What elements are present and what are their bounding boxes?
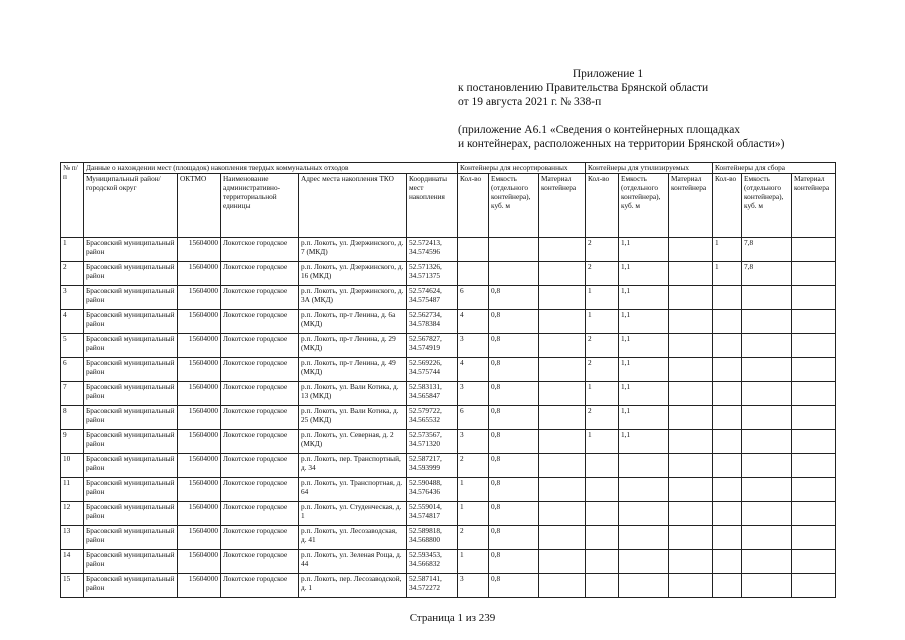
recyclable-count-cell (586, 550, 619, 574)
unsorted-volume-cell: 0,8 (489, 574, 539, 598)
unsorted-material-header: Материал контейнера (539, 174, 586, 238)
unsorted-volume-cell: 0,8 (489, 478, 539, 502)
recyclable-material-header: Материал контейнера (669, 174, 713, 238)
recyclable-material-cell (669, 406, 713, 430)
unsorted-volume-cell: 0,8 (489, 454, 539, 478)
district-cell: Брасовский муниципальный район (84, 286, 178, 310)
address-cell: р.п. Локоть, ул. Вали Котика, д. 13 (МКД) (299, 382, 407, 406)
resolution-date: от 19 августа 2021 г. № 338-п (458, 96, 602, 108)
recyclable-count-cell (586, 526, 619, 550)
recyclable-volume-cell (619, 454, 669, 478)
address-cell: р.п. Локоть, пр-т Ленина, д. 29 (МКД) (299, 334, 407, 358)
district-cell: Брасовский муниципальный район (84, 454, 178, 478)
collection-volume-cell (742, 550, 792, 574)
address-cell: р.п. Локоть, ул. Транспортная, д. 64 (299, 478, 407, 502)
oktmo-cell: 15604000 (178, 406, 221, 430)
recyclable-count-cell: 1 (586, 382, 619, 406)
coords-cell: 52.562734, 34.578384 (407, 310, 458, 334)
unsorted-count-cell: 1 (458, 550, 489, 574)
collection-material-header: Материал контейнера (792, 174, 836, 238)
collection-count-header: Кол-во (713, 174, 742, 238)
oktmo-cell: 15604000 (178, 454, 221, 478)
coords-cell: 52.574624, 34.575487 (407, 286, 458, 310)
recyclable-count-cell: 1 (586, 310, 619, 334)
collection-volume-cell (742, 526, 792, 550)
collection-volume-cell (742, 310, 792, 334)
oktmo-cell: 15604000 (178, 358, 221, 382)
coords-cell: 52.583131, 34.565847 (407, 382, 458, 406)
unit-cell: Локотское городское (221, 502, 299, 526)
collection-volume-cell (742, 334, 792, 358)
row-number: 9 (61, 430, 84, 454)
coords-cell: 52.572413, 34.574596 (407, 238, 458, 262)
oktmo-header: ОКТМО (178, 174, 221, 238)
collection-volume-cell (742, 454, 792, 478)
collection-material-cell (792, 406, 836, 430)
collection-count-cell (713, 382, 742, 406)
recyclable-material-cell (669, 478, 713, 502)
recyclable-volume-cell: 1,1 (619, 310, 669, 334)
row-number: 6 (61, 358, 84, 382)
coords-cell: 52.589818, 34.568800 (407, 526, 458, 550)
collection-material-cell (792, 574, 836, 598)
table-row (61, 358, 836, 382)
row-number: 8 (61, 406, 84, 430)
recyclable-volume-cell: 1,1 (619, 382, 669, 406)
unsorted-material-cell (539, 574, 586, 598)
appendix-title: Приложение 1 (572, 68, 644, 80)
row-number: 10 (61, 454, 84, 478)
coords-cell: 52.573567, 34.571320 (407, 430, 458, 454)
collection-material-cell (792, 262, 836, 286)
unsorted-volume-cell (489, 262, 539, 286)
table-row (61, 310, 836, 334)
coords-cell: 52.593453, 34.566832 (407, 550, 458, 574)
oktmo-cell: 15604000 (178, 502, 221, 526)
recyclable-volume-cell: 1,1 (619, 334, 669, 358)
table-row (61, 406, 836, 430)
coords-header: Координаты мест накопления (407, 174, 458, 238)
unsorted-material-cell (539, 550, 586, 574)
unsorted-count-cell: 6 (458, 406, 489, 430)
unsorted-count-cell (458, 262, 489, 286)
row-number: 13 (61, 526, 84, 550)
table-row (61, 334, 836, 358)
collection-count-cell (713, 310, 742, 334)
unit-cell: Локотское городское (221, 406, 299, 430)
address-cell: р.п. Локоть, ул. Вали Котика, д. 25 (МКД) (299, 406, 407, 430)
address-cell: р.п. Локоть, пр-т Ленина, д. 49 (МКД) (299, 358, 407, 382)
unit-cell: Локотское городское (221, 454, 299, 478)
unit-cell: Локотское городское (221, 382, 299, 406)
district-cell: Брасовский муниципальный район (84, 382, 178, 406)
unsorted-material-cell (539, 358, 586, 382)
collection-count-cell (713, 550, 742, 574)
group-header-row (61, 163, 836, 174)
recyclable-volume-cell: 1,1 (619, 238, 669, 262)
unsorted-volume-cell: 0,8 (489, 286, 539, 310)
address-cell: р.п. Локоть, пер. Транспортный, д. 34 (299, 454, 407, 478)
row-number: 11 (61, 478, 84, 502)
coords-cell: 52.569226, 34.575744 (407, 358, 458, 382)
table-body (61, 238, 836, 598)
recyclable-volume-cell (619, 550, 669, 574)
table-row (61, 262, 836, 286)
unsorted-count-cell: 1 (458, 502, 489, 526)
unsorted-material-cell (539, 238, 586, 262)
coords-cell: 52.571326, 34.571375 (407, 262, 458, 286)
address-cell: р.п. Локоть, ул. Дзержинского, д. 16 (МКД) (299, 262, 407, 286)
unsorted-count-cell: 3 (458, 334, 489, 358)
row-number: 4 (61, 310, 84, 334)
recyclable-material-cell (669, 310, 713, 334)
unsorted-count-cell: 3 (458, 430, 489, 454)
district-cell: Брасовский муниципальный район (84, 406, 178, 430)
recyclable-volume-cell: 1,1 (619, 406, 669, 430)
recyclable-count-cell (586, 574, 619, 598)
collection-count-cell (713, 286, 742, 310)
collection-material-cell (792, 430, 836, 454)
collection-count-cell (713, 526, 742, 550)
collection-material-cell (792, 502, 836, 526)
table-row (61, 454, 836, 478)
collection-count-cell (713, 358, 742, 382)
table-row (61, 478, 836, 502)
oktmo-cell: 15604000 (178, 382, 221, 406)
district-cell: Брасовский муниципальный район (84, 238, 178, 262)
recyclable-material-cell (669, 454, 713, 478)
address-header: Адрес места накопления ТКО (299, 174, 407, 238)
address-cell: р.п. Локоть, ул. Лесозаводская, д. 41 (299, 526, 407, 550)
table-row (61, 238, 836, 262)
unsorted-volume-header: Емкость (отдельного контейнера), куб. м (489, 174, 539, 238)
unsorted-material-cell (539, 382, 586, 406)
unit-cell: Локотское городское (221, 286, 299, 310)
unsorted-count-cell: 2 (458, 454, 489, 478)
address-cell: р.п. Локоть, пер. Лесозаводской, д. 1 (299, 574, 407, 598)
table-row (61, 574, 836, 598)
recyclable-count-cell: 2 (586, 238, 619, 262)
collection-count-cell (713, 430, 742, 454)
coords-cell: 52.587217, 34.593999 (407, 454, 458, 478)
collection-count-cell (713, 478, 742, 502)
collection-count-cell (713, 502, 742, 526)
oktmo-cell: 15604000 (178, 574, 221, 598)
page-counter: Страница 1 из 239 (409, 612, 496, 624)
unsorted-volume-cell: 0,8 (489, 430, 539, 454)
collection-volume-cell (742, 478, 792, 502)
recyclable-volume-cell (619, 526, 669, 550)
collection-material-cell (792, 334, 836, 358)
unsorted-material-cell (539, 334, 586, 358)
unsorted-volume-cell: 0,8 (489, 310, 539, 334)
table-row (61, 430, 836, 454)
unit-cell: Локотское городское (221, 310, 299, 334)
recyclable-volume-cell: 1,1 (619, 286, 669, 310)
unit-cell: Локотское городское (221, 526, 299, 550)
recyclable-volume-cell: 1,1 (619, 430, 669, 454)
district-cell: Брасовский муниципальный район (84, 310, 178, 334)
recyclable-material-cell (669, 502, 713, 526)
collection-count-cell (713, 406, 742, 430)
unsorted-count-cell: 3 (458, 574, 489, 598)
coords-cell: 52.579722, 34.565532 (407, 406, 458, 430)
recyclable-count-cell: 2 (586, 406, 619, 430)
unsorted-volume-cell: 0,8 (489, 406, 539, 430)
sub-appendix-title-cont: и контейнерах, расположенных на территории Брянской области») (458, 138, 785, 150)
unit-cell: Локотское городское (221, 238, 299, 262)
collection-count-cell: 1 (713, 238, 742, 262)
address-cell: р.п. Локоть, пр-т Ленина, д. 6а (МКД) (299, 310, 407, 334)
collection-material-cell (792, 526, 836, 550)
district-cell: Брасовский муниципальный район (84, 526, 178, 550)
unsorted-count-cell: 3 (458, 382, 489, 406)
row-number: 12 (61, 502, 84, 526)
unsorted-volume-cell: 0,8 (489, 502, 539, 526)
row-number: 15 (61, 574, 84, 598)
district-cell: Брасовский муниципальный район (84, 502, 178, 526)
oktmo-cell: 15604000 (178, 478, 221, 502)
coords-cell: 52.587141, 34.572272 (407, 574, 458, 598)
coords-cell: 52.590488, 34.576436 (407, 478, 458, 502)
unit-cell: Локотское городское (221, 430, 299, 454)
recyclable-volume-cell (619, 478, 669, 502)
table-row (61, 526, 836, 550)
recyclable-count-cell (586, 502, 619, 526)
row-number: 7 (61, 382, 84, 406)
recyclable-volume-cell (619, 574, 669, 598)
oktmo-cell: 15604000 (178, 238, 221, 262)
unsorted-count-cell: 4 (458, 310, 489, 334)
unsorted-material-cell (539, 262, 586, 286)
unsorted-volume-cell: 0,8 (489, 358, 539, 382)
oktmo-cell: 15604000 (178, 334, 221, 358)
recyclable-material-cell (669, 550, 713, 574)
recyclable-count-cell: 2 (586, 358, 619, 382)
resolution-reference: к постановлению Правительства Брянской области (458, 82, 709, 94)
unsorted-volume-cell: 0,8 (489, 334, 539, 358)
recyclable-count-header: Кол-во (586, 174, 619, 238)
recyclable-material-cell (669, 574, 713, 598)
collection-material-cell (792, 310, 836, 334)
collection-count-cell (713, 574, 742, 598)
unit-cell: Локотское городское (221, 262, 299, 286)
unsorted-material-cell (539, 478, 586, 502)
recyclable-volume-cell: 1,1 (619, 262, 669, 286)
unsorted-count-cell: 4 (458, 358, 489, 382)
table-row (61, 502, 836, 526)
recyclable-material-cell (669, 358, 713, 382)
row-number: 14 (61, 550, 84, 574)
oktmo-cell: 15604000 (178, 430, 221, 454)
oktmo-cell: 15604000 (178, 310, 221, 334)
collection-material-cell (792, 382, 836, 406)
address-cell: р.п. Локоть, ул. Студенческая, д. 1 (299, 502, 407, 526)
unsorted-material-cell (539, 310, 586, 334)
collection-count-cell: 1 (713, 262, 742, 286)
collection-material-cell (792, 238, 836, 262)
unsorted-volume-cell: 0,8 (489, 526, 539, 550)
column-header-row (61, 174, 836, 238)
oktmo-cell: 15604000 (178, 286, 221, 310)
collection-material-cell (792, 454, 836, 478)
unit-cell: Локотское городское (221, 550, 299, 574)
unit-cell: Локотское городское (221, 478, 299, 502)
recyclable-material-cell (669, 286, 713, 310)
collection-group-header: Контейнеры для сбора (713, 163, 836, 174)
unsorted-material-cell (539, 502, 586, 526)
table-row (61, 550, 836, 574)
collection-volume-cell (742, 286, 792, 310)
row-number: 2 (61, 262, 84, 286)
recyclable-material-cell (669, 238, 713, 262)
recyclable-count-cell: 2 (586, 334, 619, 358)
recyclable-volume-cell (619, 502, 669, 526)
district-cell: Брасовский муниципальный район (84, 550, 178, 574)
unsorted-count-cell (458, 238, 489, 262)
collection-count-cell (713, 334, 742, 358)
sub-appendix-title: (приложение А6.1 «Сведения о контейнерных площадках (458, 124, 741, 136)
unsorted-material-cell (539, 286, 586, 310)
collection-material-cell (792, 478, 836, 502)
collection-volume-header: Емкость (отдельного контейнера), куб. м (742, 174, 792, 238)
collection-volume-cell: 7,8 (742, 238, 792, 262)
places-group-header: Данные о нахождении мест (площадок) накопления твердых коммунальных отходов (84, 163, 458, 174)
recyclable-material-cell (669, 262, 713, 286)
collection-volume-cell: 7,8 (742, 262, 792, 286)
recyclable-material-cell (669, 430, 713, 454)
district-cell: Брасовский муниципальный район (84, 574, 178, 598)
unsorted-volume-cell (489, 238, 539, 262)
recyclable-group-header: Контейнеры для утилизируемых (586, 163, 713, 174)
unit-cell: Локотское городское (221, 358, 299, 382)
document-header (458, 67, 785, 151)
unsorted-material-cell (539, 454, 586, 478)
unit-cell: Локотское городское (221, 334, 299, 358)
address-cell: р.п. Локоть, ул. Дзержинского, д. 7 (МКД) (299, 238, 407, 262)
collection-material-cell (792, 286, 836, 310)
recyclable-count-cell: 1 (586, 430, 619, 454)
address-cell: р.п. Локоть, ул. Дзержинского, д. 3А (МКД) (299, 286, 407, 310)
coords-cell: 52.567827, 34.574919 (407, 334, 458, 358)
collection-count-cell (713, 454, 742, 478)
num-header: № п/п (61, 163, 84, 238)
collection-material-cell (792, 550, 836, 574)
collection-volume-cell (742, 502, 792, 526)
address-cell: р.п. Локоть, ул. Зеленая Роща, д. 44 (299, 550, 407, 574)
unsorted-count-cell: 6 (458, 286, 489, 310)
oktmo-cell: 15604000 (178, 262, 221, 286)
address-cell: р.п. Локоть, ул. Северная, д. 2 (МКД) (299, 430, 407, 454)
recyclable-count-cell (586, 454, 619, 478)
unsorted-material-cell (539, 406, 586, 430)
collection-volume-cell (742, 382, 792, 406)
row-number: 5 (61, 334, 84, 358)
district-cell: Брасовский муниципальный район (84, 478, 178, 502)
district-cell: Брасовский муниципальный район (84, 358, 178, 382)
table-row (61, 286, 836, 310)
unit-cell: Локотское городское (221, 574, 299, 598)
unsorted-count-cell: 2 (458, 526, 489, 550)
collection-volume-cell (742, 358, 792, 382)
recyclable-material-cell (669, 334, 713, 358)
oktmo-cell: 15604000 (178, 550, 221, 574)
row-number: 3 (61, 286, 84, 310)
coords-cell: 52.559014, 34.574817 (407, 502, 458, 526)
unsorted-count-header: Кол-во (458, 174, 489, 238)
recyclable-count-cell: 1 (586, 286, 619, 310)
container-sites-table (60, 162, 836, 598)
unsorted-volume-cell: 0,8 (489, 382, 539, 406)
recyclable-count-cell: 2 (586, 262, 619, 286)
recyclable-volume-cell: 1,1 (619, 358, 669, 382)
unsorted-material-cell (539, 526, 586, 550)
table-row (61, 382, 836, 406)
district-cell: Брасовский муниципальный район (84, 334, 178, 358)
collection-material-cell (792, 358, 836, 382)
recyclable-count-cell (586, 478, 619, 502)
unsorted-group-header: Контейнеры для несортированных (458, 163, 586, 174)
collection-volume-cell (742, 574, 792, 598)
unsorted-material-cell (539, 430, 586, 454)
recyclable-material-cell (669, 382, 713, 406)
district-cell: Брасовский муниципальный район (84, 430, 178, 454)
unsorted-volume-cell: 0,8 (489, 550, 539, 574)
collection-volume-cell (742, 430, 792, 454)
collection-volume-cell (742, 406, 792, 430)
unit-header: Наименование административно-территориальной единицы (221, 174, 299, 238)
unsorted-count-cell: 1 (458, 478, 489, 502)
district-header: Муниципальный район/городской округ (84, 174, 178, 238)
recyclable-volume-header: Емкость (отдельного контейнера), куб. м (619, 174, 669, 238)
oktmo-cell: 15604000 (178, 526, 221, 550)
recyclable-material-cell (669, 526, 713, 550)
district-cell: Брасовский муниципальный район (84, 262, 178, 286)
row-number: 1 (61, 238, 84, 262)
